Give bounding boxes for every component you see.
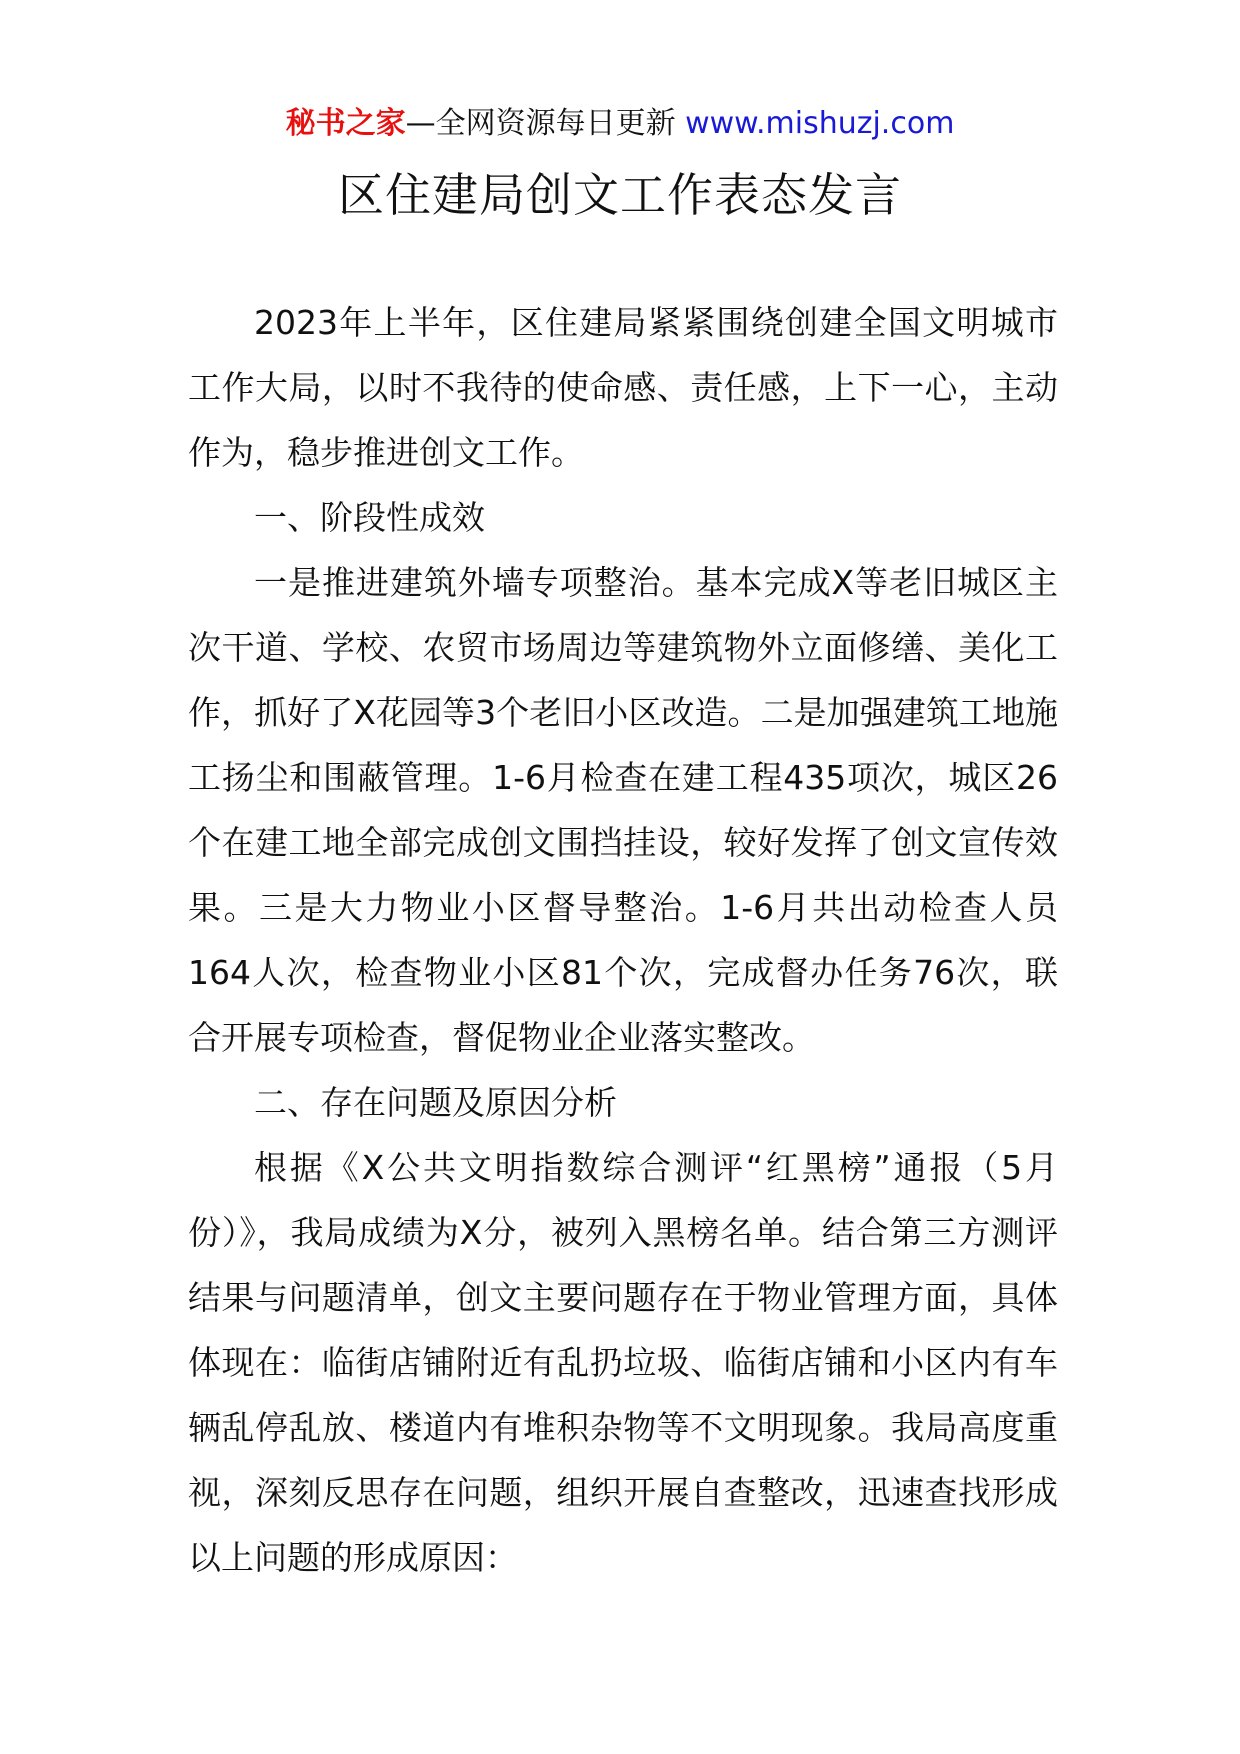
section-heading-1: 一、阶段性成效: [254, 498, 485, 537]
header-tagline: —全网资源每日更新: [405, 106, 676, 141]
site-url-link[interactable]: www.mishuzj.com: [675, 106, 955, 141]
paragraph-achievements: 一是推进建筑外墙专项整治。基本完成X等老旧城区主次干道、学校、农贸市场周边等建筑物外立面修缮、美化工作，抓好了X花园等3个老旧小区改造。二是加强建筑工地施工扬尘和围蔽管理。1-6月检查在建工程435项次，城区26个在建工地全部完成创文围挡挂设，较好发挥了创文宣传效果。三是大力物业小区督导整治。1-6月共出动检查人员164人次，检查物业小区81个次，完成督办任务76次，联合开展专项检查，督促物业企业落实整改。: [188, 563, 1058, 1057]
brand-name: 秘书之家: [285, 106, 406, 141]
document-title: 区住建局创文工作表态发言: [338, 168, 902, 222]
paragraph-problems: 根据《X公共文明指数综合测评“红黑榜”通报（5月份）》，我局成绩为X分，被列入黑榜名单。结合第三方测评结果与问题清单，创文主要问题存在于物业管理方面，具体体现在：临街店铺附近有乱扔垃圾、临街店铺和小区内有车辆乱停乱放、楼道内有堆积杂物等不文明现象。我局高度重视，深刻反思存在问题，组织开展自查整改，迅速查找形成以上问题的形成原因：: [188, 1148, 1058, 1577]
document-body: [188, 290, 1058, 1590]
section-heading-2: 二、存在问题及原因分析: [254, 1083, 617, 1122]
paragraph-intro: 2023年上半年，区住建局紧紧围绕创建全国文明城市工作大局，以时不我待的使命感、责任感，上下一心，主动作为，稳步推进创文工作。: [188, 303, 1058, 472]
watermark-header: [0, 100, 1240, 148]
